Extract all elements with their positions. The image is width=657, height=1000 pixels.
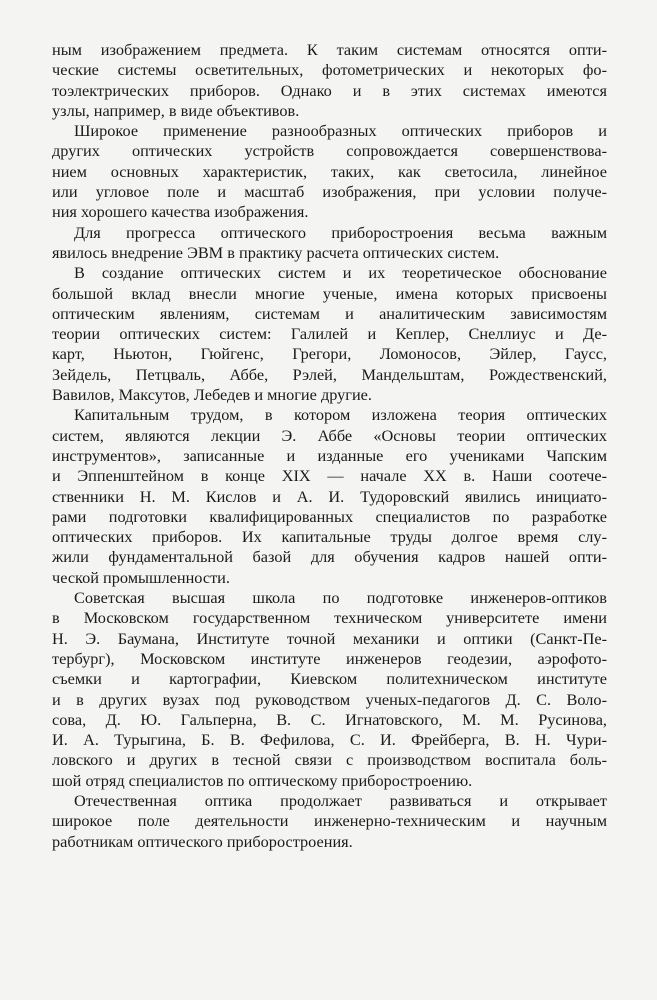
paragraph — [52, 588, 607, 791]
text-line: И. А. Турыгина, Б. В. Фефилова, С. И. Фрейберга, В. Н. Чури- — [52, 730, 607, 750]
text-line: узлы, например, в виде объективов. — [52, 100, 300, 120]
text-line: ловского и других в тесной связи с производством воспитала боль- — [52, 750, 607, 770]
text-line: ным изображением предмета. К таким системам относятся опти- — [52, 40, 607, 59]
text-line: других оптических устройств сопровождается совершенствова- — [52, 141, 607, 161]
text-line: В создание оптических систем и их теоретическое обоснование — [74, 263, 607, 283]
text-line: ческой промышленности. — [52, 567, 230, 587]
text-line: работникам оптического приборостроения. — [52, 831, 353, 851]
text-line: Зейдель, Петцваль, Аббе, Рэлей, Мандельштам, Рождественский, — [52, 364, 607, 384]
text-line: Советская высшая школа по подготовке инженеров-оптиков — [74, 588, 607, 608]
text-line: Широкое применение разнообразных оптических приборов и — [74, 121, 607, 141]
text-line: рами подготовки квалифицированных специалистов по разработке — [52, 506, 607, 526]
text-line: тербург), Московском институте инженеров геодезии, аэрофото- — [52, 648, 607, 668]
paragraph — [52, 223, 607, 264]
text-line: оптическим явлениям, системам и аналитическим зависимостям — [52, 303, 607, 323]
text-line: ния хорошего качества изображения. — [52, 202, 309, 222]
text-line: Отечественная оптика продолжает развиваться и открывает — [74, 790, 607, 810]
paragraph — [52, 263, 607, 405]
paragraph — [52, 40, 607, 121]
text-line: Капитальным трудом, в котором изложена теория оптических — [74, 405, 607, 425]
text-line: сова, Д. Ю. Гальперна, В. С. Игнатовского, М. М. Русинова, — [52, 709, 607, 729]
body-text — [52, 40, 607, 852]
text-line: в Московском государственном техническом университете имени — [52, 608, 607, 628]
text-line: карт, Ньютон, Гюйгенс, Грегори, Ломоносов, Эйлер, Гаусс, — [52, 344, 607, 364]
text-line: широкое поле деятельности инженерно-техническим и научным — [52, 811, 607, 831]
text-line: и Эппенштейном в конце XIX — начале XX в. Наши соотече- — [52, 466, 607, 486]
text-line: нием основных характеристик, таких, как светосила, линейное — [52, 161, 607, 181]
text-line: инструментов», записанные и изданные его учениками Чапским — [52, 445, 607, 465]
text-line: ственники Н. М. Кислов и А. И. Тудоровский явились инициато- — [52, 486, 607, 506]
text-line: Для прогресса оптического приборостроения весьма важным — [74, 222, 607, 242]
text-line: ческие системы осветительных, фотометрических и некоторых фо- — [52, 60, 607, 80]
paragraph — [52, 121, 607, 222]
paragraph — [52, 791, 607, 852]
text-line: и в других вузах под руководством ученых-педагогов Д. С. Воло- — [52, 689, 607, 709]
text-line: тоэлектрических приборов. Однако и в этих системах имеются — [52, 80, 607, 100]
text-line: теории оптических систем: Галилей и Кеплер, Снеллиус и Де- — [52, 324, 607, 344]
text-line: или угловое поле и масштаб изображения, при условии получе- — [52, 182, 607, 202]
text-line: съемки и картографии, Киевском политехническом институте — [52, 669, 607, 689]
text-line: жили фундаментальной базой для обучения кадров нашей опти- — [52, 547, 607, 567]
text-line: Н. Э. Баумана, Институте точной механики и оптики (Санкт-Пе- — [52, 628, 607, 648]
paragraph — [52, 405, 607, 588]
text-line: систем, являются лекции Э. Аббе «Основы теории оптических — [52, 425, 607, 445]
text-line: Вавилов, Максутов, Лебедев и многие другие. — [52, 385, 372, 405]
text-line: шой отряд специалистов по оптическому приборостроению. — [52, 770, 473, 790]
text-line: большой вклад внесли многие ученые, имена которых присвоены — [52, 283, 607, 303]
text-line: явилось внедрение ЭВМ в практику расчета оптических систем. — [52, 242, 500, 262]
text-line: оптических приборов. Их капитальные труды долгое время слу- — [52, 527, 607, 547]
